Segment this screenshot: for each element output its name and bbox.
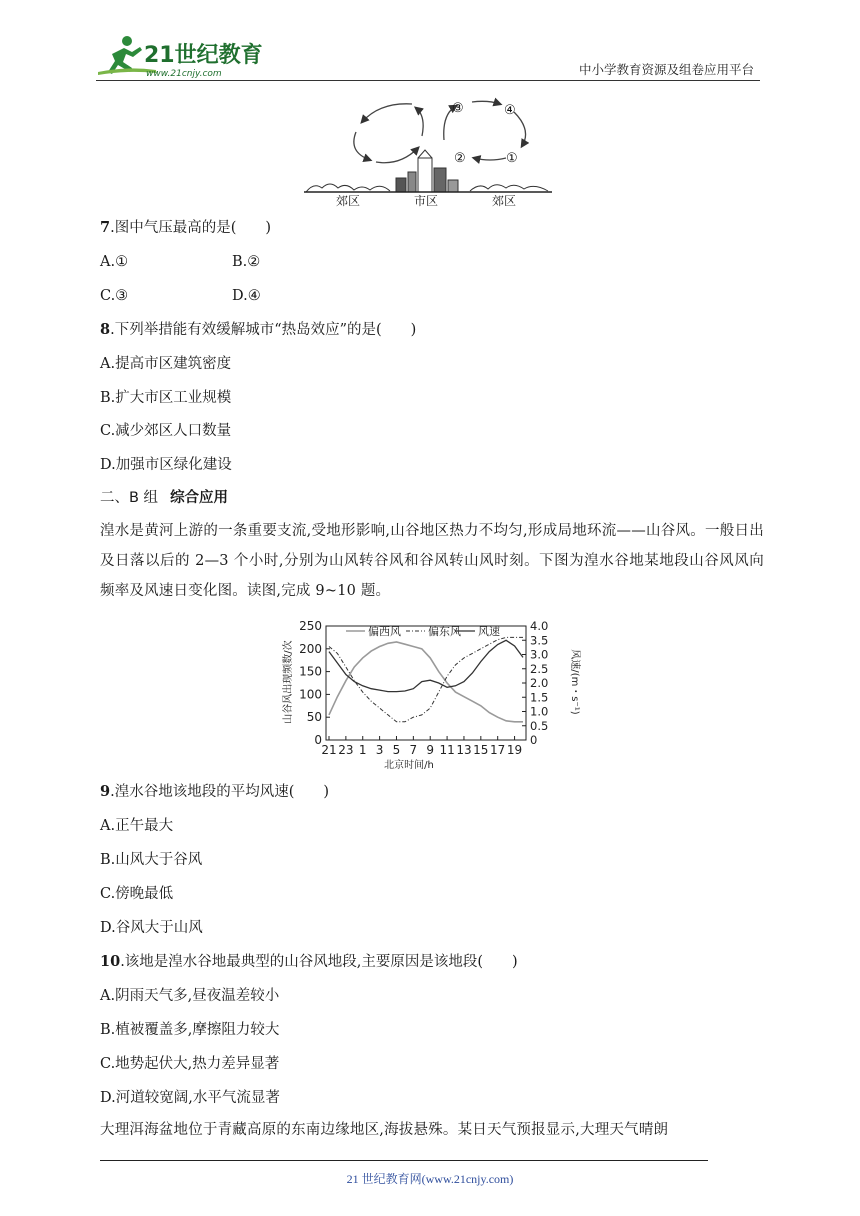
y-tick-label-right: 3.5 <box>530 633 549 648</box>
circulation-arrow <box>514 112 526 146</box>
logo-text: 21世纪教育 <box>144 43 263 68</box>
x-tick-label: 9 <box>426 743 435 757</box>
point-label-1: ① <box>506 151 518 166</box>
circulation-arrow <box>354 132 370 160</box>
circulation-arrow <box>472 101 500 104</box>
x-tick-label: 1 <box>358 743 367 757</box>
section-prefix: 二、B 组 <box>100 490 159 506</box>
question-10 <box>100 952 518 972</box>
y-axis-left-label: 山谷风出现频数/次 <box>283 640 294 724</box>
y-tick-label-right: 2.0 <box>530 676 549 690</box>
y-axis-right-label: 风速/(m・s⁻¹) <box>569 649 580 715</box>
circulation-arrow <box>416 108 423 136</box>
y-tick-label-right: 1.0 <box>530 704 549 719</box>
series-line-风速 <box>329 640 523 691</box>
point-label-2: ② <box>454 151 466 166</box>
y-tick-label-right: 3.0 <box>530 647 549 662</box>
question-number: 8 <box>100 321 111 338</box>
section-heading <box>100 488 228 508</box>
point-label-3: ③ <box>452 101 464 116</box>
x-tick-label: 15 <box>473 743 489 757</box>
platform-name: 中小学教育资源及组卷应用平台 <box>578 62 754 77</box>
option: B.扩大市区工业规模 <box>100 390 232 406</box>
question-7 <box>100 218 271 238</box>
legend-label: 偏东风 <box>428 625 461 638</box>
logo-url: www.21cnjy.com <box>146 69 222 79</box>
logo <box>96 32 266 80</box>
option: D.④ <box>232 288 261 304</box>
question-stem: .图中气压最高的是( ) <box>110 220 272 236</box>
option: A.正午最大 <box>100 818 174 834</box>
legend-label: 偏西风 <box>368 625 401 638</box>
option: D.河道较宽阔,水平气流显著 <box>100 1090 280 1106</box>
circulation-arrow <box>362 104 412 122</box>
x-tick-label: 17 <box>490 743 506 757</box>
question-9 <box>100 782 329 802</box>
label-city: 市区 <box>414 194 439 208</box>
label-suburb-left: 郊区 <box>336 194 361 208</box>
legend-label: 风速 <box>478 625 500 638</box>
footer-text: 21 世纪教育网(www.21cnjy.com) <box>346 1172 514 1186</box>
option: B.② <box>232 254 261 270</box>
option: B.植被覆盖多,摩擦阻力较大 <box>100 1022 280 1038</box>
y-tick-label-right: 0.5 <box>530 718 549 733</box>
y-tick-label-left: 200 <box>299 641 322 656</box>
reading-passage-2: 大理洱海盆地位于青藏高原的东南边缘地区,海拔悬殊。某日天气预报显示,大理天气晴朗 <box>100 1122 669 1138</box>
question-8 <box>100 320 416 340</box>
y-tick-label-left: 50 <box>306 710 322 725</box>
header-divider <box>96 80 760 81</box>
question-number: 10 <box>100 953 121 970</box>
x-tick-label: 5 <box>392 743 401 757</box>
valley-wind-chart <box>278 616 588 772</box>
label-suburb-right: 郊区 <box>492 194 517 208</box>
reading-passage: 湟水是黄河上游的一条重要支流,受地形影响,山谷地区热力不均匀,形成局地环流——山谷风。一般日出及日落以后的 2—3 个小时,分别为山风转谷风和谷风转山风时刻。下图为湟水谷地某地段山谷风风向频率及风速日变化图。读图,完成 9~10 题。 <box>100 523 764 599</box>
question-stem: .下列举措能有效缓解城市“热岛效应”的是( ) <box>110 322 417 338</box>
option: B.山风大于谷风 <box>100 852 203 868</box>
option-row <box>232 286 261 306</box>
option: A.提高市区建筑密度 <box>100 356 232 372</box>
x-tick-label: 23 <box>338 743 354 757</box>
series-line-偏东风 <box>329 637 523 721</box>
y-tick-label-left: 150 <box>299 664 322 679</box>
x-tick-label: 19 <box>506 743 523 757</box>
question-number: 7 <box>100 219 111 236</box>
option: C.减少郊区人口数量 <box>100 423 232 439</box>
x-tick-label: 3 <box>375 743 384 757</box>
y-tick-label-right: 0 <box>530 733 538 747</box>
y-tick-label-right: 2.5 <box>530 661 549 676</box>
option-row <box>232 252 260 272</box>
option: C.傍晚最低 <box>100 886 174 902</box>
option: D.加强市区绿化建设 <box>100 457 232 473</box>
option: C.③ <box>100 288 129 304</box>
footer-divider <box>100 1160 708 1161</box>
option: A.阴雨天气多,昼夜温差较小 <box>100 988 280 1004</box>
y-tick-label-right: 1.5 <box>530 690 549 705</box>
x-tick-label: 13 <box>456 743 472 757</box>
y-tick-label-left: 250 <box>299 619 322 633</box>
option: A.① <box>100 254 129 270</box>
option-row <box>100 286 128 306</box>
x-tick-label: 21 <box>321 743 337 757</box>
question-stem: .该地是湟水谷地最典型的山谷风地段,主要原因是该地段( ) <box>120 954 518 970</box>
question-number: 9 <box>100 783 111 800</box>
series-line-偏西风 <box>329 642 523 722</box>
option: D.谷风大于山风 <box>100 920 203 936</box>
option: C.地势起伏大,热力差异显著 <box>100 1056 280 1072</box>
circulation-arrow <box>376 148 418 163</box>
section-title: 综合应用 <box>170 490 229 506</box>
y-tick-label-left: 100 <box>299 687 322 702</box>
page-header <box>96 32 760 82</box>
circulation-arrow <box>474 158 506 160</box>
x-tick-label: 11 <box>439 743 455 757</box>
y-tick-label-left: 0 <box>314 733 322 747</box>
x-axis-label: 北京时间/h <box>384 760 434 771</box>
x-tick-label: 7 <box>409 743 418 757</box>
y-tick-label-right: 4.0 <box>530 619 549 633</box>
option-row <box>100 252 128 272</box>
point-label-4: ④ <box>504 103 516 118</box>
question-stem: .湟水谷地该地段的平均风速( ) <box>110 784 330 800</box>
